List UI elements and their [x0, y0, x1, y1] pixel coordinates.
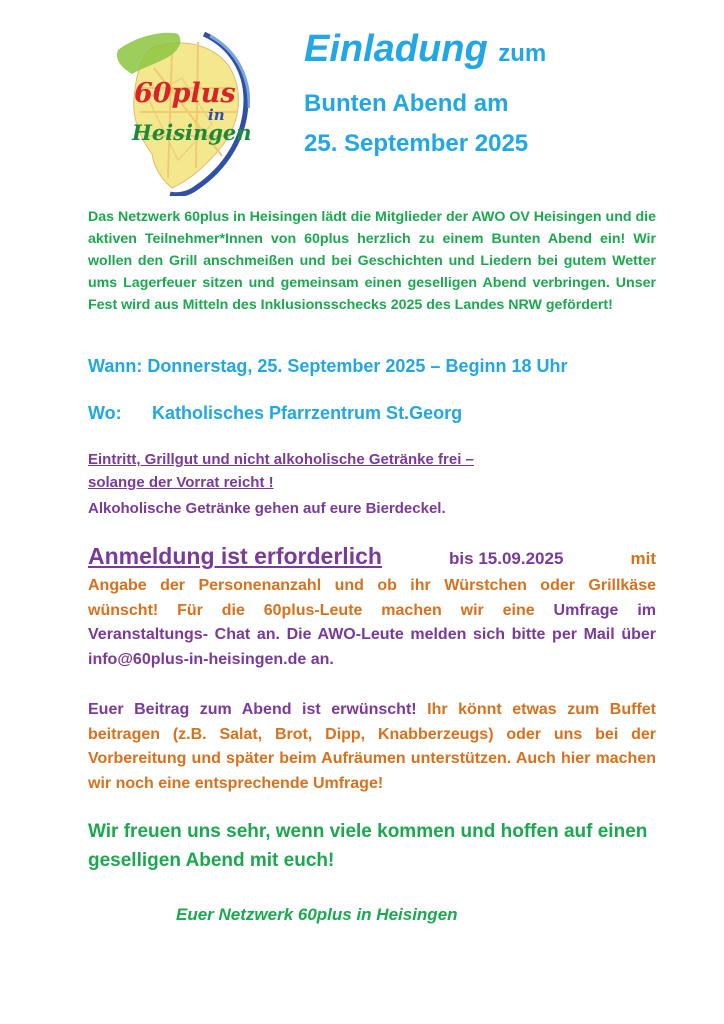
where-line — [88, 403, 462, 424]
logo-map-graphic — [112, 28, 250, 196]
signature: Euer Netzwerk 60plus in Heisingen — [176, 905, 458, 924]
intro-paragraph: Das Netzwerk 60plus in Heisingen lädt die Mitglieder der AWO OV Heisingen und die aktiven Teilnehmer*Innen von 60plus herzlich zu einem Bunten Abend ein! Wir wollen den Grill anschmeißen und bei Geschichten und Liedern bei gutem Wetter ums Lagerfeuer sitzen und gemeinsam einen geselligen Abend verbringen. Unser Fest wird aus Mitteln des Inklusionsschecks 2025 des Landes NRW gefördert! — [88, 209, 656, 313]
registration-email: info@60plus-in-heisingen.de — [88, 650, 307, 668]
registration-heading-line — [88, 543, 656, 570]
free-line-2: solange der Vorrat reicht ! — [88, 474, 274, 491]
where-label: Wo: — [88, 403, 122, 423]
title-line-1 — [304, 28, 546, 71]
registration-date: bis 15.09.2025 — [449, 549, 564, 568]
when-line: Wann: Donnerstag, 25. September 2025 – Beginn 18 Uhr — [88, 356, 568, 376]
free-line-1: Eintritt, Grillgut und nicht alkoholische Getränke frei – — [88, 451, 474, 468]
alcohol-line: Alkoholische Getränke gehen auf eure Bierdeckel. — [88, 500, 446, 517]
registration-paragraph — [88, 574, 656, 672]
registration-heading: Anmeldung ist erforderlich — [88, 543, 382, 569]
title-einladung: Einladung — [304, 28, 488, 70]
closing-paragraph: Wir freuen uns sehr, wenn viele kommen und hoffen auf einen geselligen Abend mit euch! — [88, 821, 648, 871]
registration-mit: mit — [630, 549, 656, 568]
registration-text-3: an. — [310, 650, 334, 668]
where-value: Katholisches Pfarrzentrum St.Georg — [152, 403, 463, 423]
registration-text-1: Angabe der Personenanzahl und ob ihr Würstchen oder Grillkäse wünscht! Für die 60plus-Leute machen wir eine — [88, 577, 656, 619]
contribution-paragraph — [88, 698, 656, 796]
registration-text-2: im Veranstaltungs- Chat an. Die AWO-Leute melden sich bitte per Mail über — [88, 601, 656, 643]
logo — [112, 28, 250, 196]
registration-umfrage: Umfrage — [553, 601, 619, 619]
title-line-2: Bunten Abend am — [304, 90, 509, 117]
logo-text-in: in — [208, 106, 225, 124]
contribution-lead: Euer Beitrag zum Abend ist erwünscht! — [88, 701, 417, 718]
logo-text-heisingen: Heisingen — [132, 120, 250, 145]
logo-text-60plus: 60plus — [134, 78, 236, 109]
contribution-text: Ihr könnt etwas zum Buffet beitragen (z.B. Salat, Brot, Dipp, Knabberzeugs) oder uns bei der Vorbereitung und später beim Aufräumen unterstützen. Auch hier machen wir noch eine entsprechende Umfrage! — [88, 701, 656, 792]
title-line-3: 25. September 2025 — [304, 130, 529, 157]
title-zum: zum — [498, 40, 547, 67]
